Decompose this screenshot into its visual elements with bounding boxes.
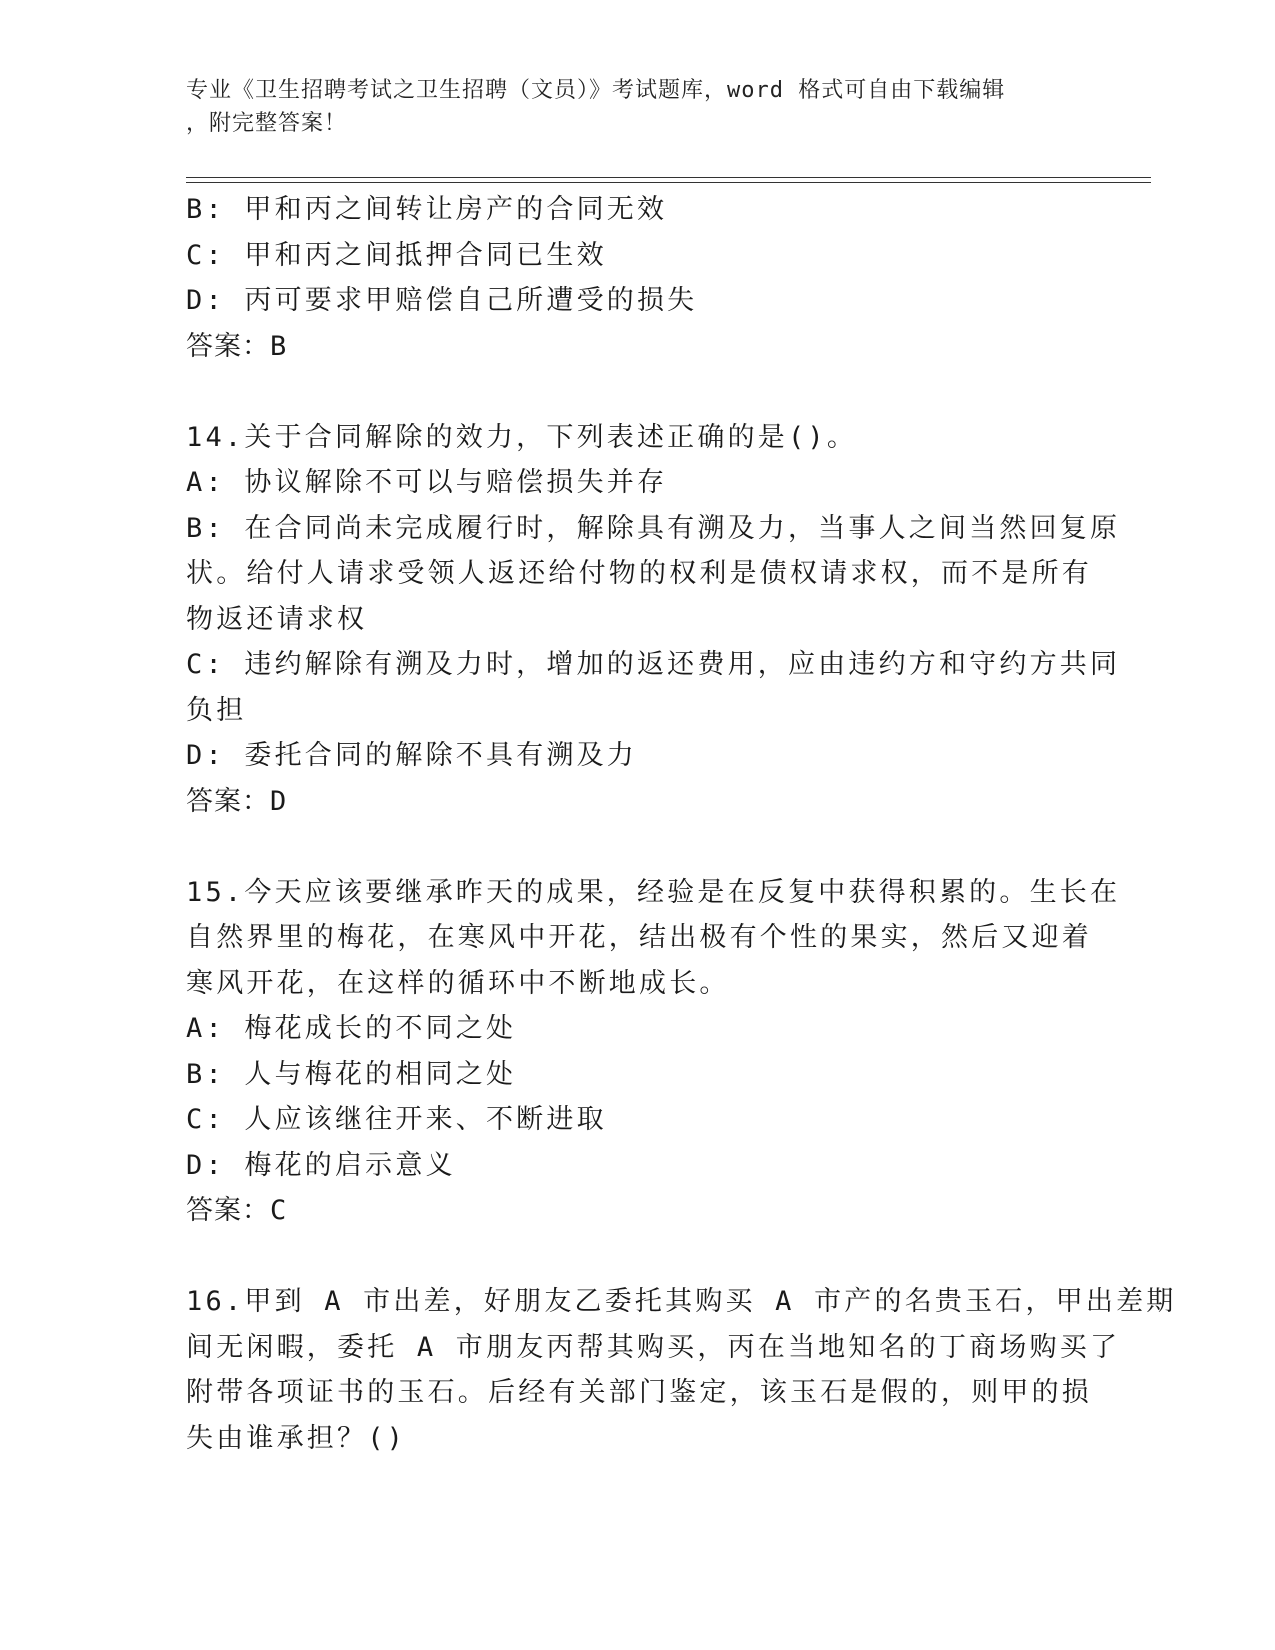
header-divider-bottom — [186, 182, 1151, 183]
q14-option-b-line-3: 物返还请求权 — [186, 603, 368, 635]
question-14 — [186, 415, 1121, 825]
q16-question-line-1: 16.甲到 A 市出差，好朋友乙委托其购买 A 市产的名贵玉石，甲出差期 — [186, 1286, 1177, 1317]
q13-option-c: C: 甲和丙之间抵押合同已生效 — [186, 239, 607, 271]
question-13-tail — [186, 187, 1086, 369]
q15-option-c: C: 人应该继往开来、不断进取 — [186, 1104, 607, 1135]
q14-option-d: D: 委托合同的解除不具有溯及力 — [186, 740, 637, 771]
header-line-2: ，附完整答案！ — [186, 111, 348, 136]
q13-option-d: D: 丙可要求甲赔偿自己所遭受的损失 — [186, 285, 698, 316]
q15-question-line-3: 寒风开花，在这样的循环中不断地成长。 — [186, 967, 730, 999]
header-divider-top — [186, 177, 1151, 178]
question-content — [186, 187, 1177, 1461]
spacer — [186, 824, 1086, 870]
question-16 — [186, 1279, 1177, 1461]
q14-question: 14.关于合同解除的效力，下列表述正确的是()。 — [186, 421, 858, 453]
q15-question-line-1: 15.今天应该要继承昨天的成果，经验是在反复中获得积累的。生长在 — [186, 876, 1121, 908]
q15-answer: 答案：C — [186, 1195, 288, 1226]
q16-question-line-2: 间无闲暇，委托 A 市朋友丙帮其购买，丙在当地知名的丁商场购买了 — [186, 1331, 1121, 1363]
document-header — [186, 74, 1086, 140]
q15-option-b: B: 人与梅花的相同之处 — [186, 1058, 517, 1090]
q13-answer: 答案：B — [186, 330, 288, 362]
q16-question-line-3: 附带各项证书的玉石。后经有关部门鉴定，该玉石是假的，则甲的损 — [186, 1377, 1092, 1408]
q14-option-b-line-1: B: 在合同尚未完成履行时，解除具有溯及力，当事人之间当然回复原 — [186, 512, 1121, 544]
q15-option-d: D: 梅花的启示意义 — [186, 1149, 456, 1181]
q14-option-b-line-2: 状。给付人请求受领人返还给付物的权利是债权请求权，而不是所有 — [186, 558, 1092, 589]
q13-option-b: B: 甲和丙之间转让房产的合同无效 — [186, 194, 668, 225]
q15-option-a: A: 梅花成长的不同之处 — [186, 1013, 517, 1044]
q14-option-a: A: 协议解除不可以与赔偿损失并存 — [186, 467, 668, 498]
q14-answer: 答案：D — [186, 785, 288, 817]
q16-question-line-4: 失由谁承担？() — [186, 1422, 407, 1454]
spacer — [186, 1234, 1086, 1280]
header-line-1: 专业《卫生招聘考试之卫生招聘（文员）》考试题库，word 格式可自由下载编辑 — [186, 78, 1006, 103]
q15-question-line-2: 自然界里的梅花，在寒风中开花，结出极有个性的果实，然后又迎着 — [186, 922, 1092, 953]
question-15 — [186, 870, 1121, 1234]
q14-option-c-line-1: C: 违约解除有溯及力时，增加的返还费用，应由违约方和守约方共同 — [186, 649, 1121, 680]
spacer — [186, 369, 1086, 415]
q14-option-c-line-2: 负担 — [186, 694, 247, 726]
